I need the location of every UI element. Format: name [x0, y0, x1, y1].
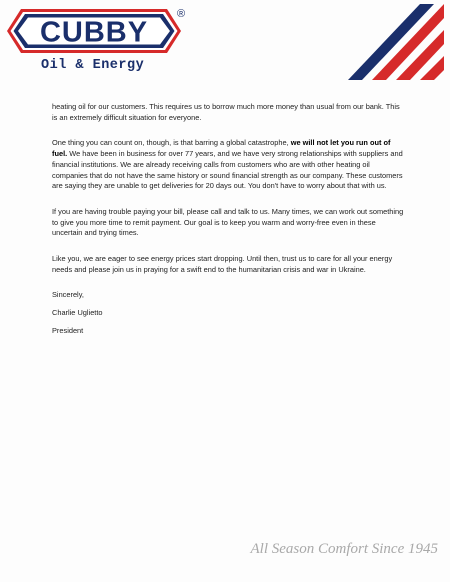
- signer-name: Charlie Uglietto: [52, 308, 103, 318]
- cubby-logo: [7, 4, 187, 74]
- logo-emblem: [7, 4, 187, 58]
- footer-tagline: All Season Comfort Since 1945: [250, 541, 438, 557]
- paragraph-2-lead: One thing you can count on, though, is that barring a global catastrophe,: [52, 138, 291, 148]
- paragraph-2-rest: We have been in business for over 77 years, and we have very strong relationships with suppliers and financial institutions. We are already receiving calls from customers who are with other heating oil companies that do not have the same history or sound financial strength as our company. These customers are saying they are unable to get deliveries for 20 days out. You don't have to worry about that with us.: [52, 149, 403, 191]
- paragraph-2-bold: we will not let you run out of fuel.: [52, 138, 391, 159]
- paragraph-3: If you are having trouble paying your bill, please call and talk to us. Many times, we can work out something to give you more time to remit payment. Our goal is to keep you warm and worry-free even in these uncertain and trying times.: [52, 206, 404, 238]
- paragraph-4: Like you, we are eager to see energy prices start dropping. Until then, trust us to care for all your energy needs and please join us in praying for a swift end to the humanitarian crisis and war in Ukraine.: [52, 254, 393, 274]
- logo-brand-text: CUBBY: [39, 16, 149, 49]
- closing: Sincerely,: [52, 290, 84, 300]
- corner-stripes-graphic: [348, 4, 444, 80]
- logo-subtitle: Oil & Energy: [41, 58, 145, 73]
- paragraph-1: heating oil for our customers. This requires us to borrow much more money than usual from our bank. This is an extremely difficult situation for everyone.: [52, 102, 400, 122]
- letter-body: [52, 102, 404, 344]
- signer-title: President: [52, 325, 84, 335]
- registered-mark: ®: [177, 8, 186, 20]
- paragraph-2: [52, 138, 404, 192]
